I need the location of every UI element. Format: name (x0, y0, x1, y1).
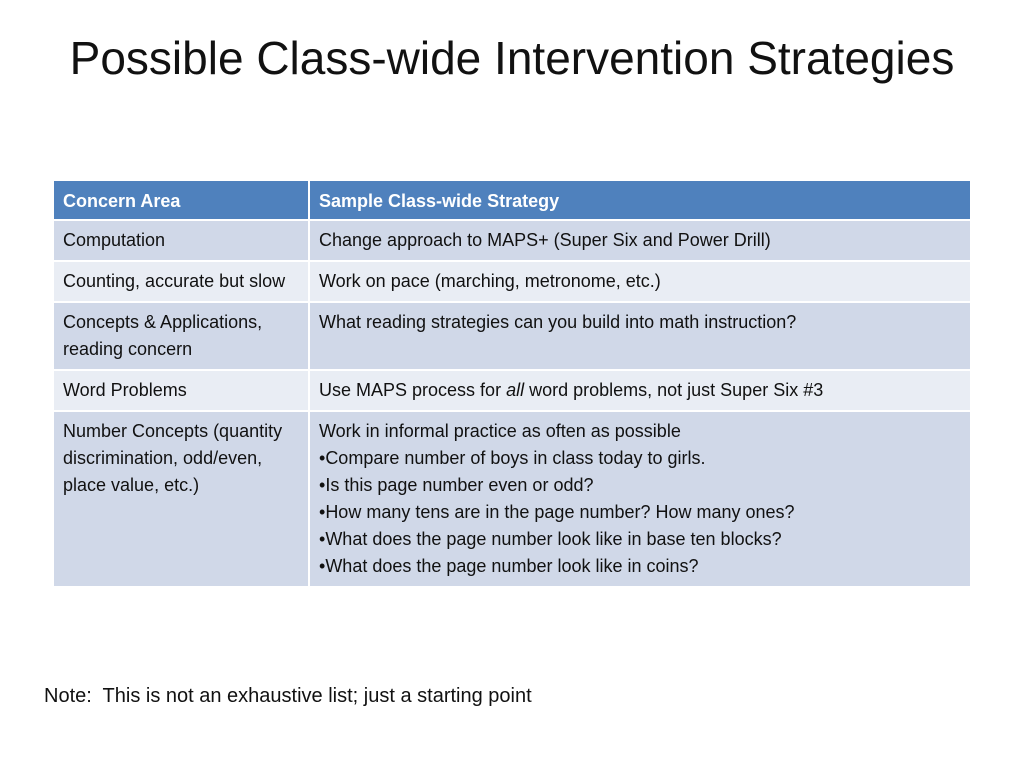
concern-cell: Counting, accurate but slow (53, 261, 309, 302)
strategy-text-emphasis: all (506, 380, 525, 400)
concern-cell: Computation (53, 220, 309, 261)
slide-title: Possible Class-wide Intervention Strategies (69, 32, 955, 84)
strategy-text-after: word problems, not just Super Six #3 (524, 380, 824, 400)
table-row (53, 261, 971, 302)
strategy-bullet: • Is this page number even or odd? (319, 472, 961, 499)
strategy-cell (309, 370, 971, 411)
strategy-bullet-list (319, 445, 961, 580)
concern-cell: Concepts & Applications, reading concern (53, 302, 309, 370)
strategy-bullet: • What does the page number look like in coins? (319, 553, 961, 580)
header-strategy: Sample Class-wide Strategy (309, 180, 971, 220)
strategy-text-before: Use MAPS process for (319, 380, 507, 400)
footnote: Note: This is not an exhaustive list; just a starting point (44, 685, 532, 707)
strategy-bullet: • What does the page number look like in base ten blocks? (319, 526, 961, 553)
header-concern-area: Concern Area (53, 180, 309, 220)
strategy-cell (309, 411, 971, 587)
strategy-table (52, 179, 972, 588)
strategy-cell: What reading strategies can you build into math instruction? (309, 302, 971, 370)
table-row (53, 411, 971, 587)
strategy-bullet: • Compare number of boys in class today to girls. (319, 445, 961, 472)
table-row (53, 302, 971, 370)
concern-cell: Word Problems (53, 370, 309, 411)
strategy-cell: Change approach to MAPS+ (Super Six and Power Drill) (309, 220, 971, 261)
table-row (53, 220, 971, 261)
strategy-cell: Work on pace (marching, metronome, etc.) (309, 261, 971, 302)
strategy-intro: Work in informal practice as often as possible (319, 421, 681, 441)
table-header-row (53, 180, 971, 220)
table-row (53, 370, 971, 411)
concern-cell: Number Concepts (quantity discrimination, odd/even, place value, etc.) (53, 411, 309, 587)
strategy-bullet: • How many tens are in the page number? How many ones? (319, 499, 961, 526)
